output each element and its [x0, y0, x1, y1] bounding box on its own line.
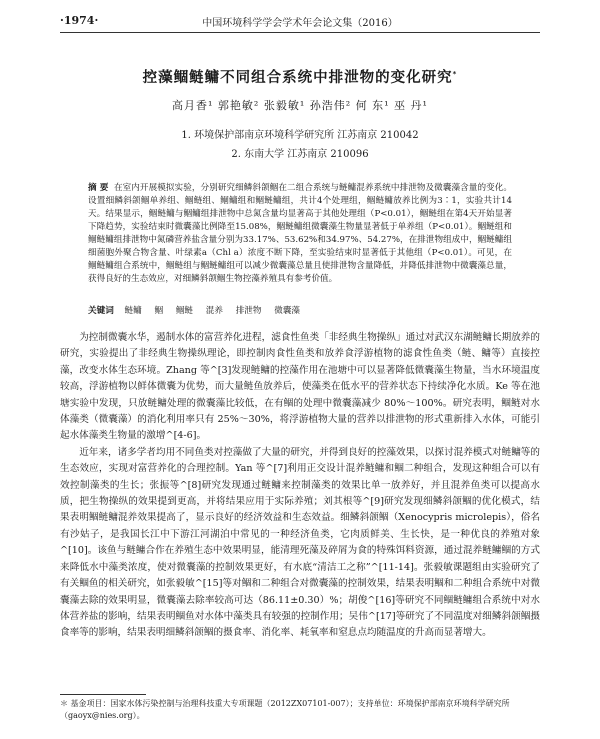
keywords: [88, 304, 512, 316]
keyword: 鲴鲢: [175, 306, 194, 316]
title-footnote-mark: *: [452, 70, 458, 79]
paper-title-text: 控藻鲴鲢鳙不同组合系统中排泄物的变化研究: [142, 70, 453, 86]
abstract-text: 在室内开展模拟实验，分别研究细鳞斜颌鲴在二组合系统与鲢鳙混养系统中排泄物及微囊藻含量的变化。设置细鳞斜颌鲴单养组、鲴鲢组、鲴鳙组和鲴鲢鳙组，共计4个处理组，鲴鲢鳙放养比例为3∶1，实验共计14天。结果显示，鲴鲢鳙与鲴鳙组排泄物中总氮含量均显著高于其他处理组（P<0.01），鲴鲢组在第4天开始显著下降趋势，实验结束时微囊藻比例降至15.08%，鲴鲢鳙组微囊藻生物量显著低于单养组（P<0.01）。鲴鲢组和鲴鲢鳙组排泄物中氮磷营养盐含量分别为33.17%、53.62%和34.97%、54.27%，在排泄物组成中，鲴鲢鳙组细菌胞外聚合物含量、叶绿素a（Chl a）浓度不断下降，至实验结束时显著低于其他组（P<0.01）。可见，在鲴鲢鳙组合系统中，鲴鲢组与鲴鲢鳙组可以减少微囊藻总量且使排泄物含量降低，并降低排泄物中微囊藻总量，获得良好的生态效应，对细鳞斜颌鲴生物控藻养殖具有参考价值。: [88, 183, 512, 284]
running-title: 中国环境科学学会学术年会论文集（2016）: [202, 18, 398, 29]
affiliation-2: 2. 东南大学 江苏南京 210096: [231, 149, 369, 160]
affiliation-1: 1. 环境保护部南京环境科学研究所 江苏南京 210042: [181, 130, 419, 141]
abstract: [88, 182, 512, 286]
author-list: 高月香¹ 郭艳敏² 张毅敏¹ 孙浩伟² 何 东¹ 巫 丹¹: [172, 99, 428, 112]
paper-title: [60, 66, 540, 87]
affiliations: [60, 126, 540, 164]
keywords-label: 关键词: [88, 306, 114, 316]
keyword: 混养: [205, 306, 223, 316]
keyword: 排泄物: [235, 306, 262, 316]
body-paragraph: 近年来，诸多学者均用不同鱼类对控藻做了大量的研究，并得到良好的控藻效果，以探讨混养模式对鲢鳙等的生态效应，实现对富营养化的合理控制。Yan 等^[7]利用正交设计混养鲢鳙和鲴二种组合，发现这种组合可以有效控制藻类的生长；张振等^[8]研究发现通过鲢鳙来控制藻类的效果比单一放养好，并且混养鱼类可以提高水质，把生物操纵的效果提到更高，并将结果应用于实际养殖；刘其根等^[9]研究发现细鳞斜颌鲴的优化模式，结果表明鲴鲢鳙混养效果提高了，显示良好的经济效益和生态效益。细鳞斜颌鲴（Xenocypris microlepis），俗名有沙姑子，是我国长江中下游江河湖泊中常见的一种经济鱼类，它肉质鲜美、生长快，是一种优良的养殖对象^[10]。该鱼与鲢鳙合作在养殖生态中效果明显，能清理死藻及碎屑为食的特殊饵料资源，通过混养鲢鳙鲴的方式来降低水中藻类浓度，使对微囊藻的控制效果更好，有水底“清洁工之称”^[11-14]。张毅敏课题组由实验研究了有关鲴鱼的相关研究，如张毅敏^[15]等对鲴和二种组合对微囊藻的控制效果，结果表明鲴和二种组合系统中对微囊藻去除的效果明显，微囊藻去除率较高可达（86.11±0.30）%；胡俊^[16]等研究不同鲴鲢鳙组合系统中对水体营养盐的影响，结果表明鲴鱼对水体中藻类具有较强的控制作用；吴伟^[17]等研究了不同温度对细鳞斜颌鲴摄食率等的影响，结果表明细鳞斜颌鲴的摄食率、消化率、耗氧率和窒息点均随温度的升高而显著增大。: [60, 446, 540, 639]
footnote-rule: [60, 694, 146, 695]
body-text: [60, 330, 540, 642]
footnote: ＊ 基金项目：国家水体污染控制与治理科技重大专项课题（2012ZX07101-007）；支持单位：环境保护部南京环境科学研究所（gaoyx@nies.org）。: [60, 699, 510, 720]
page-number: ·1974·: [60, 14, 99, 27]
abstract-label: 摘 要: [88, 183, 109, 193]
keyword: 微囊藻: [274, 306, 301, 316]
keyword: 鲴: [154, 306, 164, 316]
body-paragraph: 为控制微囊水华，遏制水体的富营养化进程，滤食性鱼类「非经典生物操纵」通过对武汉东湖鲢鳙长期放养的研究，实验提出了非经典生物操纵理论，即控制肉食性鱼类和放养食浮游植物的滤食性鱼类（鲢、鳙等）直接控藻，改变水体生态环境。Zhang 等^[3]发现鲢鳙的控藻作用在池塘中可以显著降低微囊藻生物量，当水环境温度较高，浮游植物以鲜体微囊为优势，而大量鲢鱼放养后，使藻类在低水平的营养状态下持续净化水质。Ke 等在池塘实验中发现，只放鲢鳙处理的微囊藻比较低，在有鲴的处理中微囊藻减少 80%～100%。研究表明，鲴鲢对水体藻类（微囊藻）的消化利用率只有 25%～30%，将浮游植物大量的营养以排泄物的形式重新排入水体，可能引起水体藻类生物量的激增^[4-6]。: [60, 332, 540, 442]
running-header: [60, 12, 540, 30]
header-rule: [60, 32, 540, 33]
keyword: 鲢鳙: [124, 306, 142, 316]
